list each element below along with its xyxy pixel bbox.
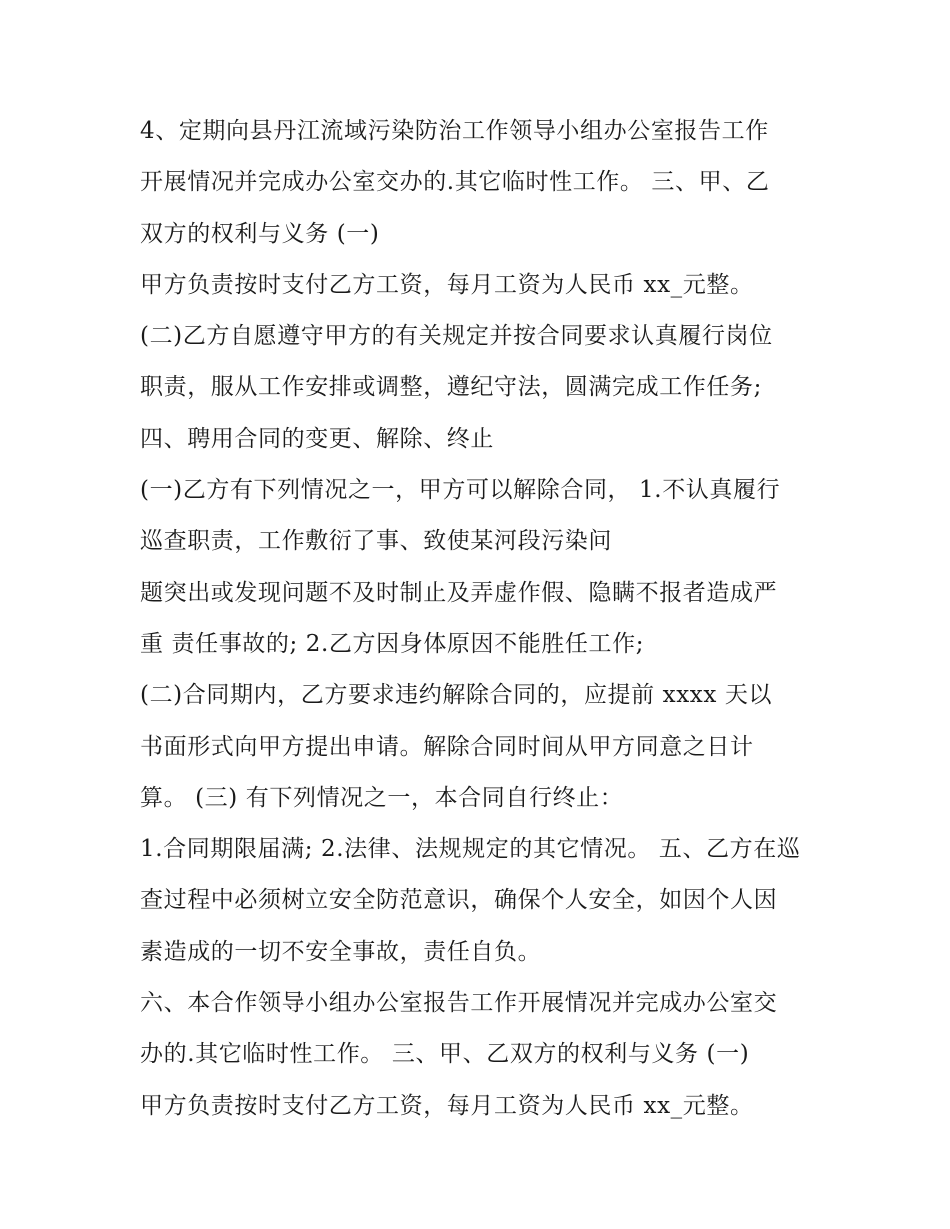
text-line: 4、定期向县丹江流域污染防治工作领导小组办公室报告工作 [140,118,769,144]
text-line: 办的.其它临时性工作。 三、甲、乙双方的权利与义务 (一) [140,1041,750,1068]
text-line: 甲方负责按时支付乙方工资，每月工资为人民币 xx_元整。 [140,1092,754,1119]
text-line: 素造成的一切不安全事故，责任自负。 [140,938,542,965]
text-line: 六、本合作领导小组办公室报告工作开展情况并完成办公室交 [140,990,778,1017]
text-line: 书面形式向甲方提出申请。解除合同时间从甲方同意之日计 [140,733,754,760]
text-line: 算。 (三) 有下列情况之一，本合同自行终止： [140,784,624,811]
document-body [140,106,830,1132]
text-line: 职责，服从工作安排或调整，遵纪守法，圆满完成工作任务; [140,374,762,401]
text-line: (二)乙方自愿遵守甲方的有关规定并按合同要求认真履行岗位 [140,323,773,350]
text-line: 四、聘用合同的变更、解除、终止 [140,425,494,452]
text-line: 巡查职责，工作敷衍了事、致使某河段污染问 [140,528,612,555]
text-line: 1.合同期限届满; 2.法律、法规规定的其它情况。 五、乙方在巡 [140,836,801,863]
text-line: 重 责任事故的; 2.乙方因身体原因不能胜任工作; [140,630,645,657]
text-line: (一)乙方有下列情况之一，甲方可以解除合同， 1.不认真履行 [140,477,781,504]
text-line: 双方的权利与义务 (一) [140,220,380,247]
text-line: 开展情况并完成办公室交办的.其它临时性工作。 三、甲、乙 [140,169,770,196]
text-line: 题突出或发现问题不及时制止及弄虚作假、隐瞒不报者造成严 [140,579,778,606]
text-line: 查过程中必须树立安全防范意识，确保个人安全，如因个人因 [140,887,778,914]
text-line: 甲方负责按时支付乙方工资，每月工资为人民币 xx_元整。 [140,271,754,298]
text-line: (二)合同期内，乙方要求违约解除合同的，应提前 xxxx 天以 [140,682,773,709]
